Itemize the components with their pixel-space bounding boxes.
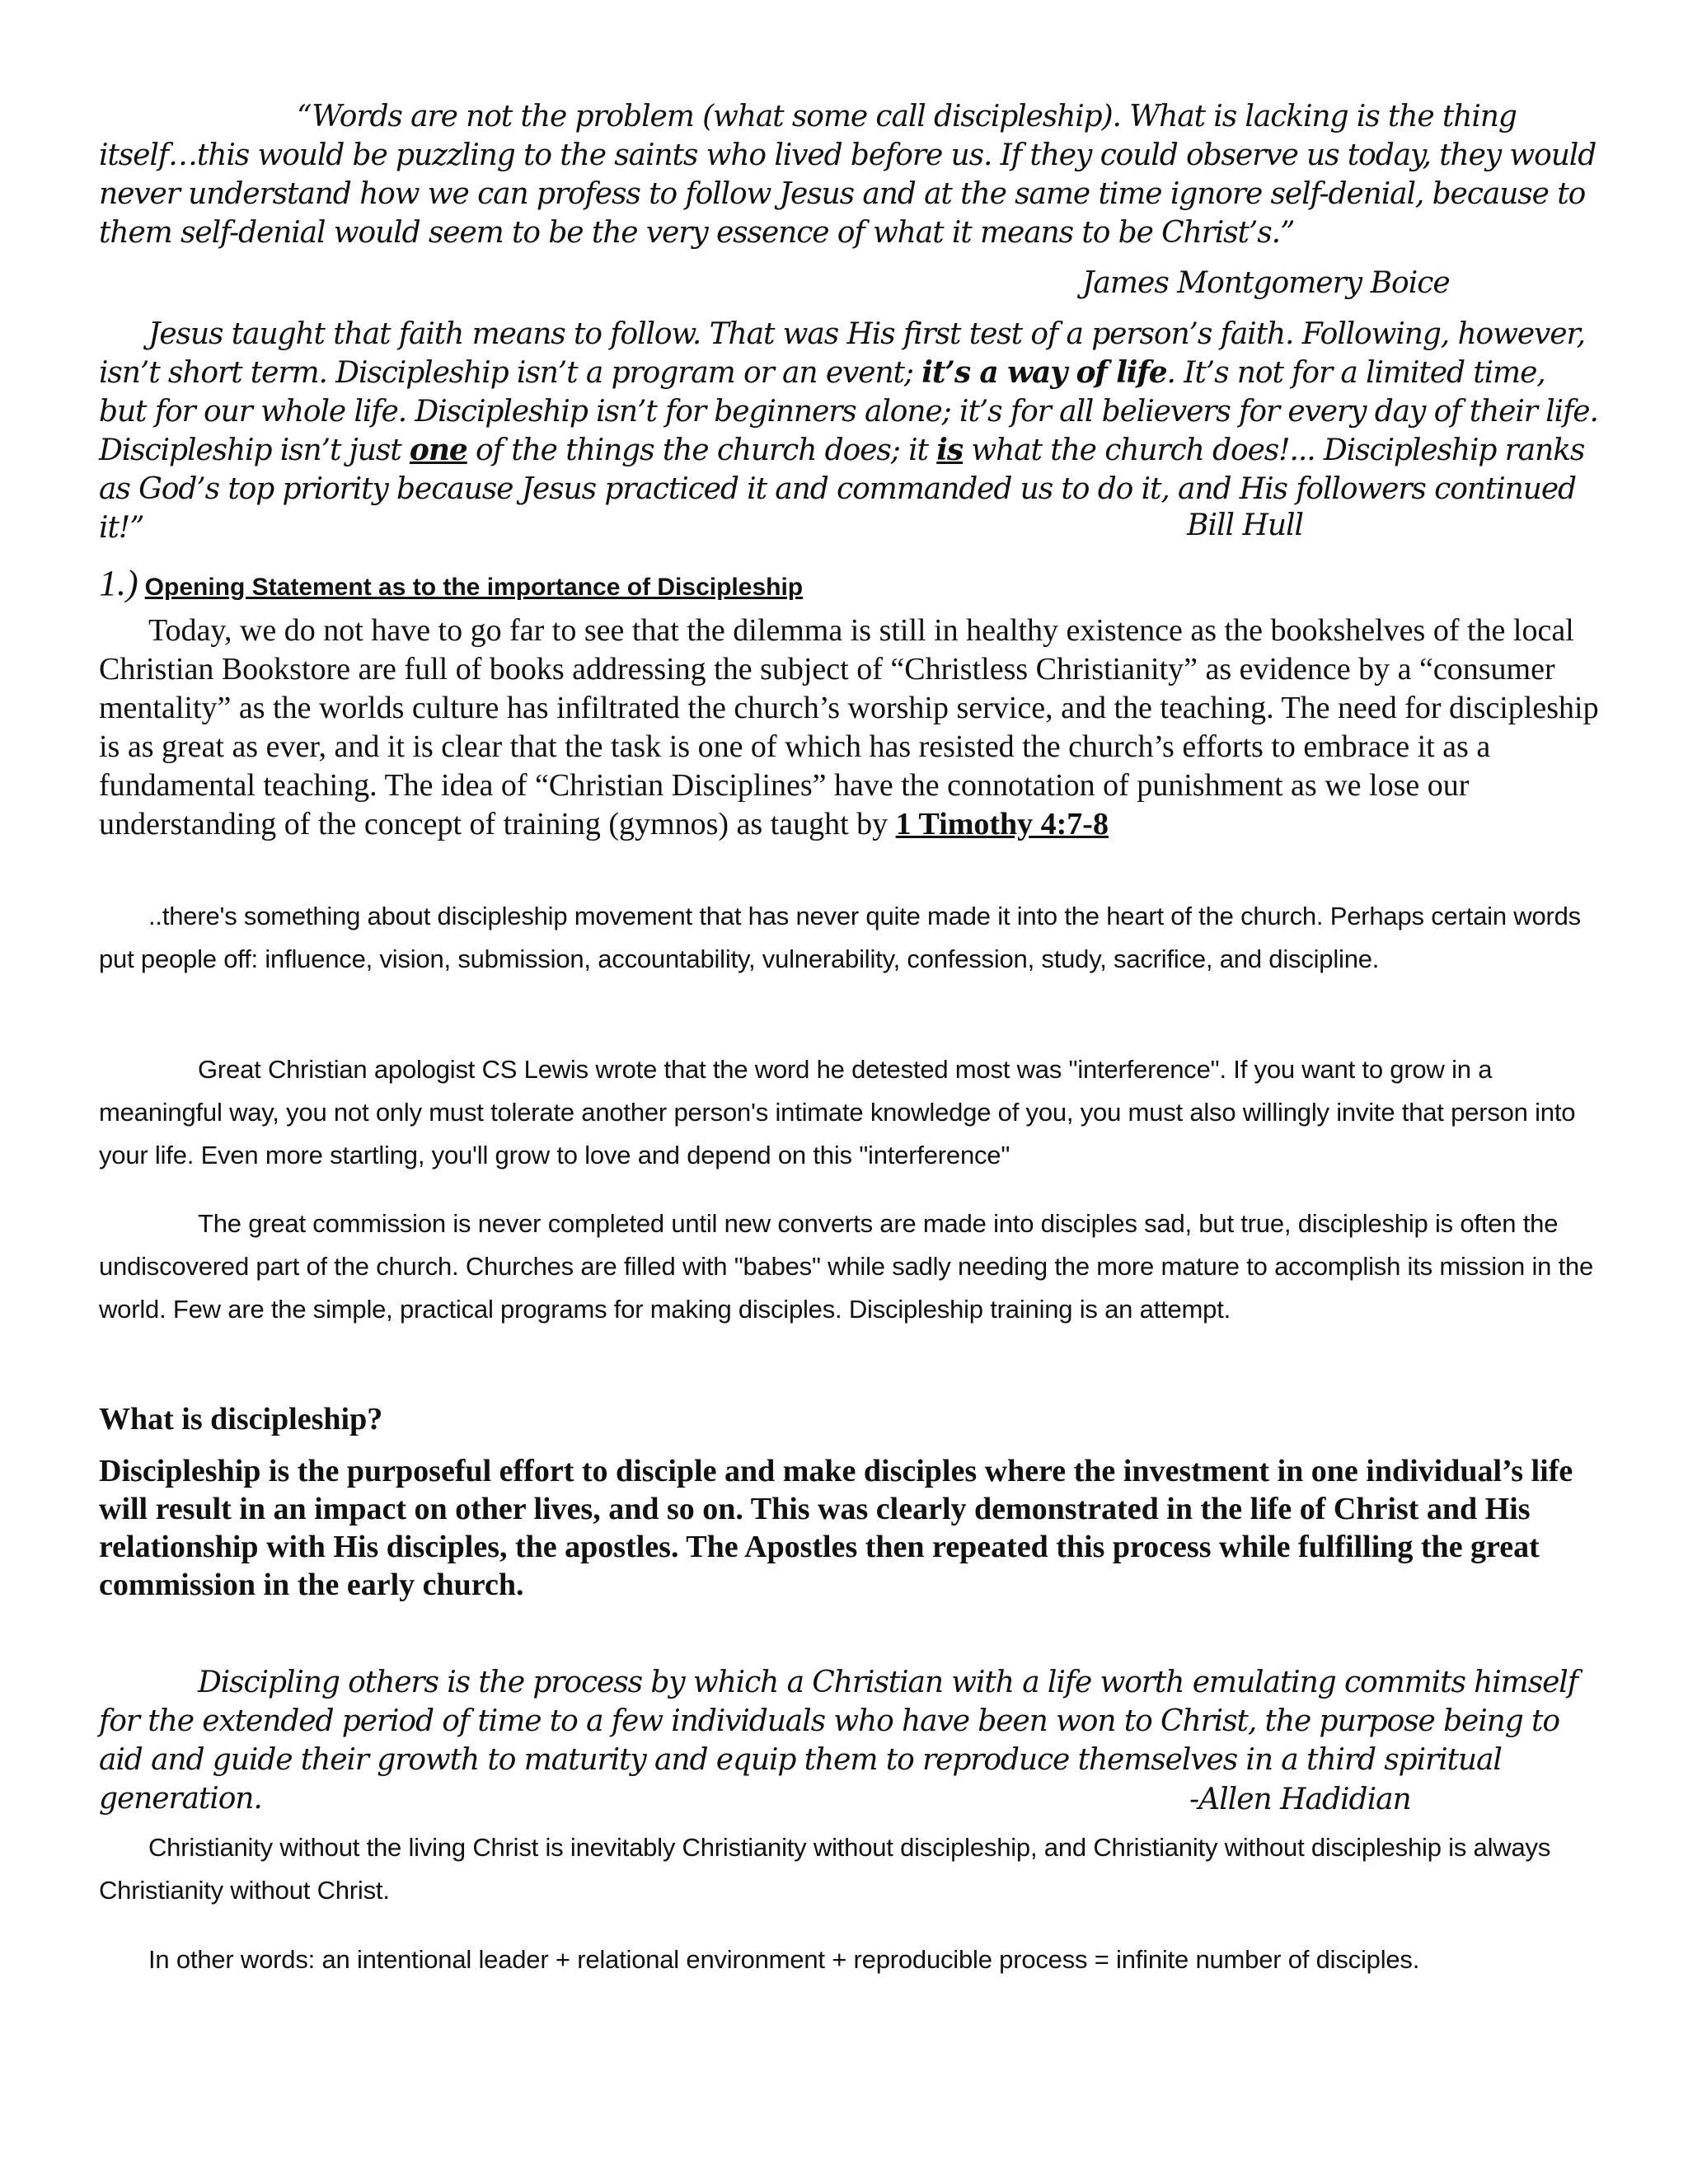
- boice-quote: “Words are not the problem (what some call discipleship). What is lacking is the thing itself…this would be puzzling to the saints who lived before us. If they could observe us today, they would never understand how we can profess to follow Jesus and at the same time ignore self-denial, because to them self-denial would seem to be the very essence of what it means to be Christ’s.”: [99, 100, 1597, 250]
- paragraph-living-christ: Christianity without the living Christ is inevitably Christianity without discipleship, and Christianity without discipleship is always Christianity without Christ.: [99, 1833, 1551, 1905]
- paragraph-great-commission: The great commission is never completed until new converts are made into disciples sad, but true, discipleship is often the undiscovered part of the church. Churches are filled with "babes" while sadly needing the more mature to accomplish its mission in the world. Few are the simple, practical programs for making disciples. Discipleship training is an attempt.: [99, 1209, 1594, 1324]
- emphasis-one: one: [409, 433, 467, 467]
- section-title: Opening Statement as to the importance of Discipleship: [144, 574, 804, 601]
- hull-quote: Jesus taught that faith means to follow. That was His first test of a person’s faith. Following, however, isn’t short term. Discipleship isn’t a program or an event; it’s a way of life. It’s not for a limited time, but for our whole life. Discipleship isn’t for beginners alone; it’s for all believers for every day of their life. Discipleship isn’t just one of the things the church does; it is what the church does!... Discipleship ranks as God’s top priority because Jesus practiced it and commanded us to do it, and His followers continued it!”: [99, 317, 1598, 545]
- hadidian-quote: Discipling others is the process by which a Christian with a life worth emulating commits himself for the extended period of time to a few individuals who have been won to Christ, the purpose being to aid and guide their growth to maturity and equip them to reproduce themselves in a third spiritual generation.: [99, 1666, 1578, 1816]
- boice-attribution: James Montgomery Boice: [1082, 266, 1450, 300]
- scripture-reference: 1 Timothy 4:7-8: [895, 807, 1109, 841]
- hull-attribution: Bill Hull: [1187, 509, 1304, 542]
- discipleship-definition: Discipleship is the purposeful effort to disciple and make disciples where the investment in one individual’s life will result in an impact on other lives, and so on. This was clearly demonstrated in the life of Christ and His relationship with His disciples, the apostles. The Apostles then repeated this process while fulfilling the great commission in the early church.: [99, 1454, 1573, 1602]
- paragraph-formula: In other words: an intentional leader + relational environment + reproducible process = infinite number of disciples.: [148, 1945, 1420, 1974]
- paragraph-cs-lewis: Great Christian apologist CS Lewis wrote that the word he detested most was "interference". If you want to grow in a meaningful way, you not only must tolerate another person's intimate knowledge of you, you must also willingly invite that person into your life. Even more startling, you'll grow to love and depend on this "interference": [99, 1055, 1576, 1169]
- opening-statement: Today, we do not have to go far to see that the dilemma is still in healthy existence as the bookshelves of the local Christian Bookstore are full of books addressing the subject of “Christless Christianity” as evidence by a “consumer mentality” as the worlds culture has infiltrated the church’s worship service, and the teaching. The need for discipleship is as great as ever, and it is clear that the task is one of which has resisted the church’s efforts to embrace it as a fundamental teaching. The idea of “Christian Disciplines” have the connotation of punishment as we lose our understanding of the concept of training (gymnos) as taught by 1 Timothy 4:7-8: [99, 613, 1599, 841]
- section-2-heading: What is discipleship?: [99, 1402, 383, 1436]
- paragraph-discipleship-movement: ..there's something about discipleship movement that has never quite made it into the heart of the church. Perhaps certain words put people off: influence, vision, submission, accountability, vulnerability, confession, study, sacrifice, and discipline.: [99, 902, 1581, 973]
- section-number: 1.): [99, 563, 138, 603]
- emphasis-is: is: [936, 433, 963, 467]
- section-1-heading: [99, 562, 803, 604]
- hadidian-attribution: -Allen Hadidian: [1189, 1783, 1411, 1816]
- emphasis-way-of-life: it’s a way of life: [921, 355, 1167, 390]
